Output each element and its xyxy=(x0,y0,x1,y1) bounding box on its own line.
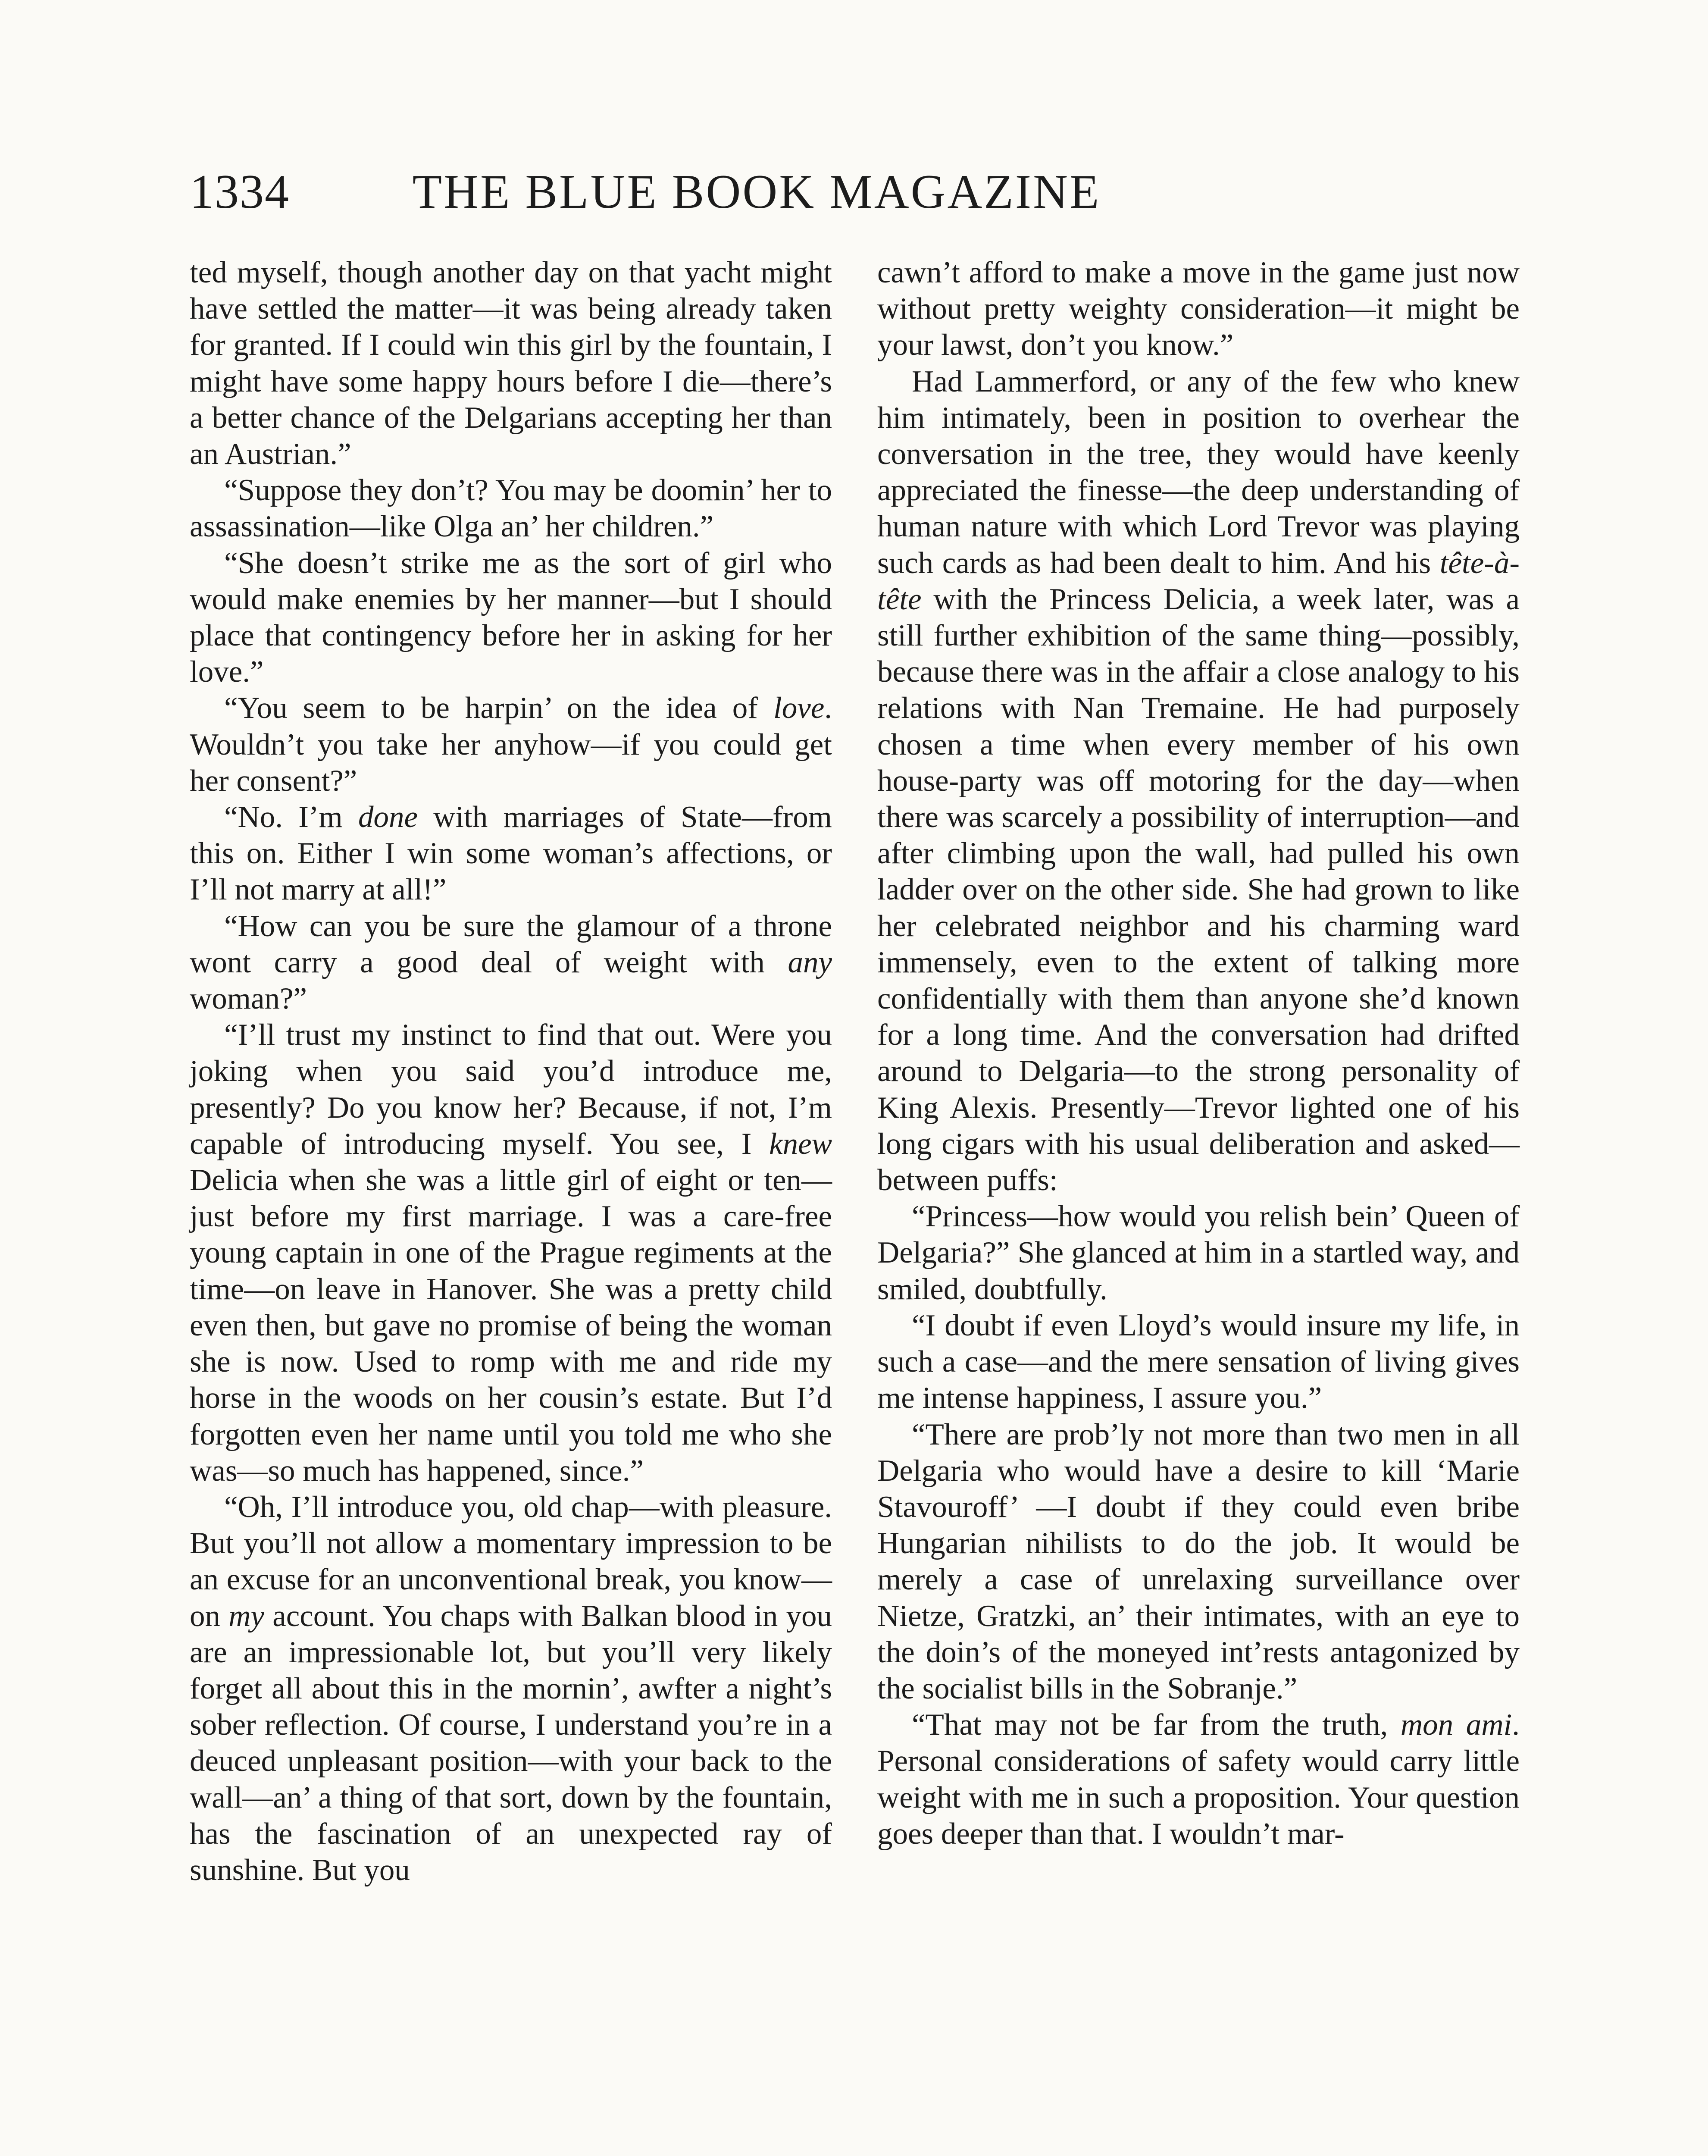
right-text-column xyxy=(877,254,1520,1852)
emphasis: my xyxy=(228,1599,264,1633)
paragraph: Had Lammerford, or any of the few who knew him intimately, been in position to overhear the conversation in the tree, they would have keenly appreciated the finesse—the deep understanding of human nature with which Lord Trevor was playing such cards as had been dealt to him. And his tête-à-tête with the Princess Delicia, a week later, was a still further exhibition of the same thing—possibly, because there was in the affair a close analogy to his relations with Nan Tremaine. He had purposely chosen a time when every member of his own house-party was off motoring for the day—when there was scarcely a possibility of interruption—and after climbing upon the wall, had pulled his own ladder over on the other side. She had grown to like her celebrated neighbor and his charming ward immensely, even to the extent of talking more confidentially with them than anyone she’d known for a long time. And the conversation had drifted around to Delgaria—to the strong personality of King Alexis. Presently—Trevor lighted one of his long cigars with his usual deliberation and asked—between puffs: xyxy=(877,364,1520,1197)
paragraph: “You seem to be harpin’ on the idea of love. Wouldn’t you take her anyhow—if you could get her consent?” xyxy=(190,691,832,798)
emphasis: any xyxy=(788,945,832,979)
paragraph: “That may not be far from the truth, mon ami. Personal considerations of safety would carry little weight with me in such a proposition. Your question goes deeper than that. I wouldn’t mar- xyxy=(877,1708,1520,1851)
emphasis: tête-à-tête xyxy=(877,546,1520,616)
paragraph: ted myself, though another day on that yacht might have settled the matter—it was being already taken for granted. If I could win this girl by the fountain, I might have some happy hours before I die—there’s a better chance of the Delgarians accepting her than an Austrian.” xyxy=(190,256,832,471)
paragraph: cawn’t afford to make a move in the game just now without pretty weighty consideration—it might be your lawst, don’t you know.” xyxy=(877,256,1520,362)
paragraph: “There are prob’ly not more than two men in all Delgaria who would have a desire to kill ‘Marie Stavouroff’ —I doubt if they could even bribe Hungarian nihilists to do the job. It would be merely a case of unrelaxing surveillance over Nietze, Gratzki, an’ their intimates, with an eye to the doin’s of the moneyed int’rests antagonized by the socialist bills in the Sobranje.” xyxy=(877,1417,1520,1705)
emphasis: knew xyxy=(769,1127,832,1161)
paragraph: “She doesn’t strike me as the sort of girl who would make enemies by her manner—but I should place that contingency before her in asking for her love.” xyxy=(190,546,832,689)
paragraph: “I’ll trust my instinct to find that out. Were you joking when you said you’d introduce me, presently? Do you know her? Because, if not, I’m capable of introducing myself. You see, I knew Delicia when she was a little girl of eight or ten—just before my first marriage. I was a care-free young captain in one of the Prague regiments at the time—on leave in Hanover. She was a pretty child even then, but gave no promise of being the woman she is now. Used to romp with me and ride my horse in the woods on her cousin’s estate. But I’d forgotten even her name until you told me who she was—so much has happened, since.” xyxy=(190,1018,832,1488)
paragraph: “How can you be sure the glamour of a throne wont carry a good deal of weight with any woman?” xyxy=(190,909,832,1016)
emphasis: done xyxy=(358,800,418,834)
page-header xyxy=(190,160,1186,224)
emphasis: mon ami xyxy=(1400,1708,1512,1742)
paragraph: “I doubt if even Lloyd’s would insure my life, in such a case—and the mere sensation of living gives me intense happiness, I assure you.” xyxy=(877,1308,1520,1415)
magazine-title: THE BLUE BOOK MAGAZINE xyxy=(412,165,1101,219)
paragraph: “Oh, I’ll introduce you, old chap—with pleasure. But you’ll not allow a momentary impression to be an excuse for an unconventional break, you know—on my account. You chaps with Balkan blood in you are an impressionable lot, but you’ll very likely forget all about this in the mornin’, awfter a night’s sober reflection. Of course, I understand you’re in a deuced unpleasant position—with your back to the wall—an’ a thing of that sort, down by the fountain, has the fascination of an unexpected ray of sunshine. But you xyxy=(190,1490,832,1887)
left-text-column xyxy=(190,254,832,1888)
emphasis: love xyxy=(773,691,825,725)
paragraph: “Princess—how would you relish bein’ Queen of Delgaria?” She glanced at him in a startled way, and smiled, doubtfully. xyxy=(877,1200,1520,1306)
paragraph: “No. I’m done with marriages of State—from this on. Either I win some woman’s affections, or I’ll not marry at all!” xyxy=(190,800,832,907)
paragraph: “Suppose they don’t? You may be doomin’ her to assassination—like Olga an’ her children.” xyxy=(190,473,832,544)
page-number: 1334 xyxy=(190,165,290,219)
